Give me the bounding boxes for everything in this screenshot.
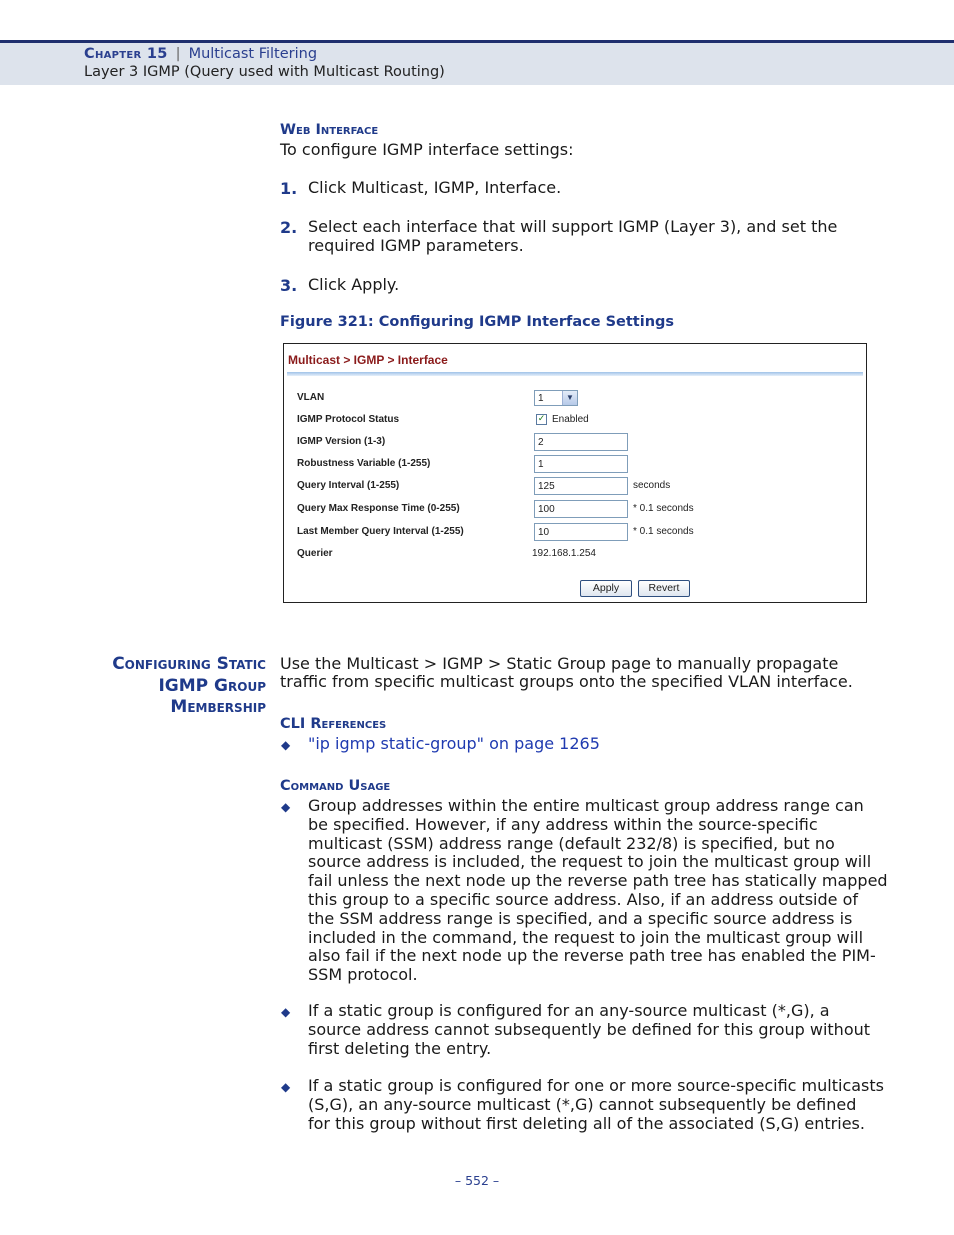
chevron-down-icon: ▼ bbox=[562, 391, 577, 405]
header-separator: | bbox=[175, 46, 181, 62]
chapter-line bbox=[84, 46, 317, 62]
usage-bullet bbox=[308, 1077, 888, 1133]
usage-bullet bbox=[308, 1002, 888, 1058]
usage-line: first deleting the entry. bbox=[308, 1038, 492, 1058]
last-member-unit: * 0.1 seconds bbox=[633, 526, 694, 537]
step-text: Click Apply. bbox=[308, 275, 400, 294]
command-usage-heading: Command Usage bbox=[280, 778, 391, 794]
protocol-status-label: IGMP Protocol Status bbox=[297, 414, 400, 425]
side-heading-line: Configuring Static bbox=[112, 654, 266, 674]
usage-line: source address is included, the request to join the multicast group will bbox=[308, 852, 872, 872]
diamond-bullet-icon: ◆ bbox=[281, 1005, 291, 1019]
revert-button[interactable]: Revert bbox=[638, 580, 690, 597]
breadcrumb-divider bbox=[287, 372, 863, 376]
vlan-label: VLAN bbox=[297, 392, 325, 403]
diamond-bullet-icon: ◆ bbox=[281, 800, 291, 814]
apply-button[interactable]: Apply bbox=[580, 580, 632, 597]
step-text: Click Multicast, IGMP, Interface. bbox=[308, 178, 562, 197]
max-response-label: Query Max Response Time (0-255) bbox=[297, 503, 460, 514]
figure-caption: Figure 321: Configuring IGMP Interface Settings bbox=[280, 314, 675, 330]
version-label: IGMP Version (1-3) bbox=[297, 436, 386, 447]
cli-references-heading: CLI References bbox=[280, 716, 387, 732]
last-member-input[interactable]: 10 bbox=[534, 523, 628, 541]
usage-line: If a static group is configured for an any-source multicast (*,G), a bbox=[308, 1001, 830, 1020]
chapter-title: Multicast Filtering bbox=[188, 46, 318, 62]
cli-reference-link[interactable]: "ip igmp static-group" on page 1265 bbox=[308, 734, 600, 753]
step-number: 1. bbox=[280, 179, 298, 198]
section-title: Layer 3 IGMP (Query used with Multicast Routing) bbox=[84, 64, 445, 80]
usage-line: source address cannot subsequently be defined for this group without bbox=[308, 1019, 871, 1039]
igmp-interface-figure bbox=[283, 343, 867, 603]
step-text-line: Select each interface that will support IGMP (Layer 3), and set the bbox=[308, 217, 838, 236]
robustness-label: Robustness Variable (1-255) bbox=[297, 458, 431, 469]
side-heading-line: IGMP Group bbox=[158, 675, 266, 696]
usage-line: also fail if the next node up the reverse path tree has enabled the PIM- bbox=[308, 946, 876, 966]
usage-line: multicast (SSM) address range (default 232/8) is specified, but no bbox=[308, 833, 835, 853]
usage-line: be specified. However, if any address within the source-specific bbox=[308, 814, 818, 834]
section-intro-line: traffic from specific multicast groups onto the specified VLAN interface. bbox=[280, 672, 853, 691]
usage-line: included in the command, the request to join the multicast group will bbox=[308, 927, 864, 947]
diamond-bullet-icon: ◆ bbox=[281, 738, 291, 752]
usage-line: fail unless the next node up the reverse path tree has statically mapped bbox=[308, 871, 888, 891]
usage-line: If a static group is configured for one or more source-specific multicasts bbox=[308, 1076, 884, 1095]
last-member-label: Last Member Query Interval (1-255) bbox=[297, 526, 464, 537]
diamond-bullet-icon: ◆ bbox=[281, 1080, 291, 1094]
usage-bullet bbox=[308, 797, 888, 985]
usage-line: this group to a specific source address. Also, if an address outside of bbox=[308, 889, 858, 909]
page-number: – 552 – bbox=[454, 1173, 500, 1188]
step-number: 2. bbox=[280, 218, 298, 237]
usage-line: for this group without first deleting all of the associated (S,G) entries. bbox=[308, 1113, 865, 1133]
checkmark-icon: ✓ bbox=[537, 414, 546, 424]
query-interval-label: Query Interval (1-255) bbox=[297, 480, 400, 491]
section-intro-line: Use the Multicast > IGMP > Static Group page to manually propagate bbox=[280, 654, 839, 673]
protocol-status-checkbox[interactable] bbox=[536, 414, 547, 425]
section-side-heading bbox=[112, 654, 266, 719]
query-interval-input[interactable]: 125 bbox=[534, 477, 628, 495]
breadcrumb: Multicast > IGMP > Interface bbox=[288, 353, 448, 367]
usage-line: the SSM address range is specified, and a specific source address is bbox=[308, 908, 853, 928]
version-input[interactable]: 2 bbox=[534, 433, 628, 451]
robustness-input[interactable]: 1 bbox=[534, 455, 628, 473]
step-text-line: required IGMP parameters. bbox=[308, 236, 524, 255]
web-interface-intro: To configure IGMP interface settings: bbox=[280, 140, 574, 159]
max-response-input[interactable]: 100 bbox=[534, 500, 628, 518]
usage-line: Group addresses within the entire multicast group address range can bbox=[308, 796, 864, 815]
side-heading-line: Membership bbox=[170, 697, 266, 717]
protocol-status-check-label: Enabled bbox=[552, 414, 589, 425]
usage-line: (S,G), an any-source multicast (*,G) cannot subsequently be defined bbox=[308, 1094, 857, 1114]
step-number: 3. bbox=[280, 276, 298, 295]
usage-line: SSM protocol. bbox=[308, 965, 418, 985]
chapter-label: Chapter 15 bbox=[84, 46, 168, 62]
querier-value: 192.168.1.254 bbox=[532, 548, 596, 559]
vlan-select[interactable] bbox=[534, 390, 578, 406]
querier-label: Querier bbox=[297, 548, 333, 559]
query-interval-unit: seconds bbox=[633, 480, 671, 491]
max-response-unit: * 0.1 seconds bbox=[633, 503, 694, 514]
vlan-value: 1 bbox=[538, 393, 544, 404]
web-interface-heading: Web Interface bbox=[280, 122, 379, 138]
